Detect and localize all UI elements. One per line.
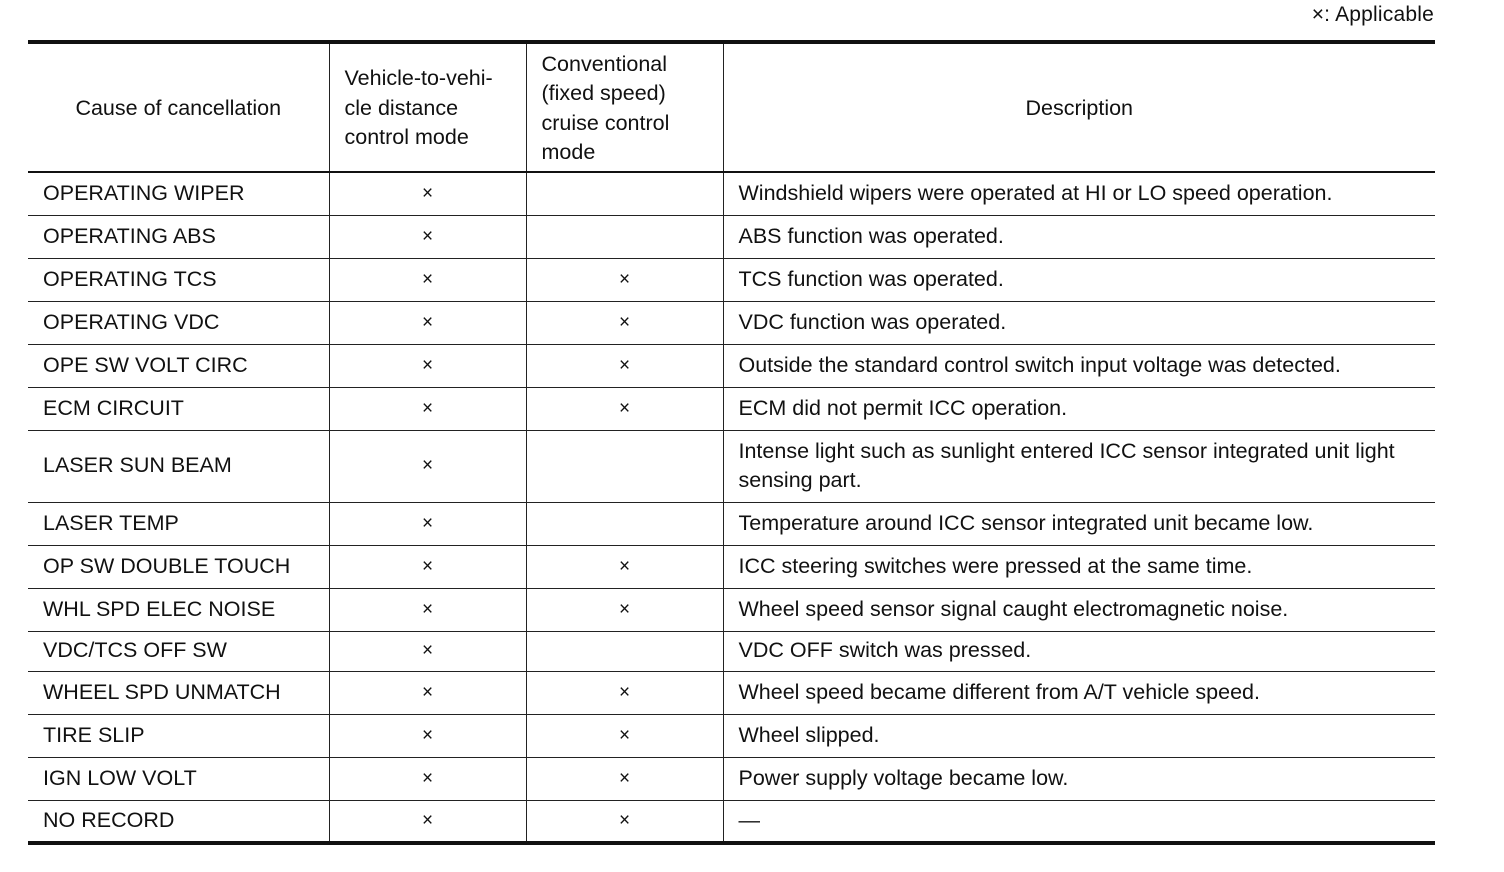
table-row bbox=[28, 671, 1435, 714]
cause-cell: LASER TEMP bbox=[28, 502, 329, 545]
table-row bbox=[28, 387, 1435, 430]
header-row bbox=[28, 42, 1435, 172]
table-row bbox=[28, 215, 1435, 258]
table-row bbox=[28, 344, 1435, 387]
description-cell: Wheel speed became different from A/T vehicle speed. bbox=[723, 671, 1435, 714]
description-cell: ICC steering switches were pressed at the same time. bbox=[723, 545, 1435, 588]
description-cell: VDC function was operated. bbox=[723, 301, 1435, 344]
cause-cell: VDC/TCS OFF SW bbox=[28, 631, 329, 671]
conventional-mode-mark: × bbox=[526, 757, 723, 800]
conventional-mode-mark: × bbox=[526, 258, 723, 301]
cause-cell: OPERATING WIPER bbox=[28, 172, 329, 215]
table-row bbox=[28, 502, 1435, 545]
cause-cell: OP SW DOUBLE TOUCH bbox=[28, 545, 329, 588]
cause-cell: WHEEL SPD UNMATCH bbox=[28, 671, 329, 714]
conventional-mode-mark bbox=[526, 172, 723, 215]
cause-cell: NO RECORD bbox=[43, 808, 175, 832]
distance-mode-mark: × bbox=[329, 430, 526, 502]
distance-mode-mark: × bbox=[329, 757, 526, 800]
distance-mode-mark: × bbox=[329, 387, 526, 430]
distance-mode-mark: × bbox=[329, 172, 526, 215]
distance-mode-mark: × bbox=[329, 671, 526, 714]
cause-cell: ECM CIRCUIT bbox=[28, 387, 329, 430]
table-row bbox=[28, 430, 1435, 502]
header-distance-mode-l1: Vehicle-to-vehi- bbox=[344, 66, 493, 91]
description-cell: Intense light such as sunlight entered ICC sensor integrated unit light sensing part. bbox=[723, 430, 1435, 502]
conventional-mode-mark: × bbox=[526, 301, 723, 344]
description-cell: Wheel slipped. bbox=[723, 714, 1435, 757]
header-conventional-mode-l1: Conventional bbox=[541, 51, 668, 76]
conventional-mode-mark: × bbox=[526, 545, 723, 588]
conventional-mode-mark: × bbox=[526, 387, 723, 430]
distance-mode-mark: × bbox=[329, 714, 526, 757]
distance-mode-mark: × bbox=[329, 344, 526, 387]
conventional-mode-mark bbox=[526, 430, 723, 502]
header-distance-mode-l3: control mode bbox=[344, 125, 469, 150]
conventional-mode-mark: × bbox=[526, 800, 723, 843]
table-row bbox=[28, 588, 1435, 631]
description-cell: Outside the standard control switch input voltage was detected. bbox=[723, 344, 1435, 387]
cause-cell: OPERATING VDC bbox=[28, 301, 329, 344]
header-conventional-mode bbox=[526, 42, 723, 172]
table-row bbox=[28, 172, 1435, 215]
description-cell: Power supply voltage became low. bbox=[723, 757, 1435, 800]
distance-mode-mark: × bbox=[329, 258, 526, 301]
cause-cell: TIRE SLIP bbox=[28, 714, 329, 757]
description-cell: ABS function was operated. bbox=[723, 215, 1435, 258]
description-cell: VDC OFF switch was pressed. bbox=[723, 631, 1435, 671]
header-description: Description bbox=[723, 42, 1435, 172]
conventional-mode-mark: × bbox=[526, 344, 723, 387]
conventional-mode-mark: × bbox=[526, 714, 723, 757]
table-row bbox=[28, 258, 1435, 301]
cause-cell: WHL SPD ELEC NOISE bbox=[28, 588, 329, 631]
header-distance-mode-l2: cle distance bbox=[344, 95, 459, 120]
cancellation-causes-table bbox=[28, 40, 1435, 845]
table-row bbox=[28, 800, 1435, 843]
conventional-mode-mark bbox=[526, 631, 723, 671]
description-cell: Wheel speed sensor signal caught electromagnetic noise. bbox=[723, 588, 1435, 631]
header-distance-mode bbox=[329, 42, 526, 172]
header-cause: Cause of cancellation bbox=[28, 42, 329, 172]
table-body bbox=[28, 172, 1435, 843]
table-row bbox=[28, 631, 1435, 671]
cause-cell: LASER SUN BEAM bbox=[28, 430, 329, 502]
description-cell: Temperature around ICC sensor integrated unit became low. bbox=[723, 502, 1435, 545]
conventional-mode-mark bbox=[526, 502, 723, 545]
description-cell: Windshield wipers were operated at HI or LO speed operation. bbox=[723, 172, 1435, 215]
cause-cell: OPERATING TCS bbox=[28, 258, 329, 301]
description-cell: TCS function was operated. bbox=[723, 258, 1435, 301]
table-row bbox=[28, 301, 1435, 344]
distance-mode-mark: × bbox=[329, 301, 526, 344]
description-cell: — bbox=[723, 800, 1435, 843]
distance-mode-mark: × bbox=[329, 588, 526, 631]
distance-mode-mark: × bbox=[329, 502, 526, 545]
cause-cell: IGN LOW VOLT bbox=[28, 757, 329, 800]
header-conventional-mode-l3: cruise control bbox=[541, 110, 670, 135]
distance-mode-mark: × bbox=[329, 545, 526, 588]
conventional-mode-mark: × bbox=[526, 588, 723, 631]
header-conventional-mode-l2: (fixed speed) bbox=[541, 81, 666, 105]
table-row bbox=[28, 757, 1435, 800]
distance-mode-mark: × bbox=[329, 215, 526, 258]
applicable-legend: ×: Applicable bbox=[1311, 3, 1434, 26]
cause-cell: OPE SW VOLT CIRC bbox=[28, 344, 329, 387]
conventional-mode-mark bbox=[526, 215, 723, 258]
description-cell: ECM did not permit ICC operation. bbox=[723, 387, 1435, 430]
distance-mode-mark: × bbox=[329, 800, 526, 843]
distance-mode-mark: × bbox=[329, 631, 526, 671]
table-row bbox=[28, 714, 1435, 757]
header-conventional-mode-l4: mode bbox=[541, 140, 596, 164]
conventional-mode-mark: × bbox=[526, 671, 723, 714]
table-row bbox=[28, 545, 1435, 588]
cause-cell: OPERATING ABS bbox=[28, 215, 329, 258]
